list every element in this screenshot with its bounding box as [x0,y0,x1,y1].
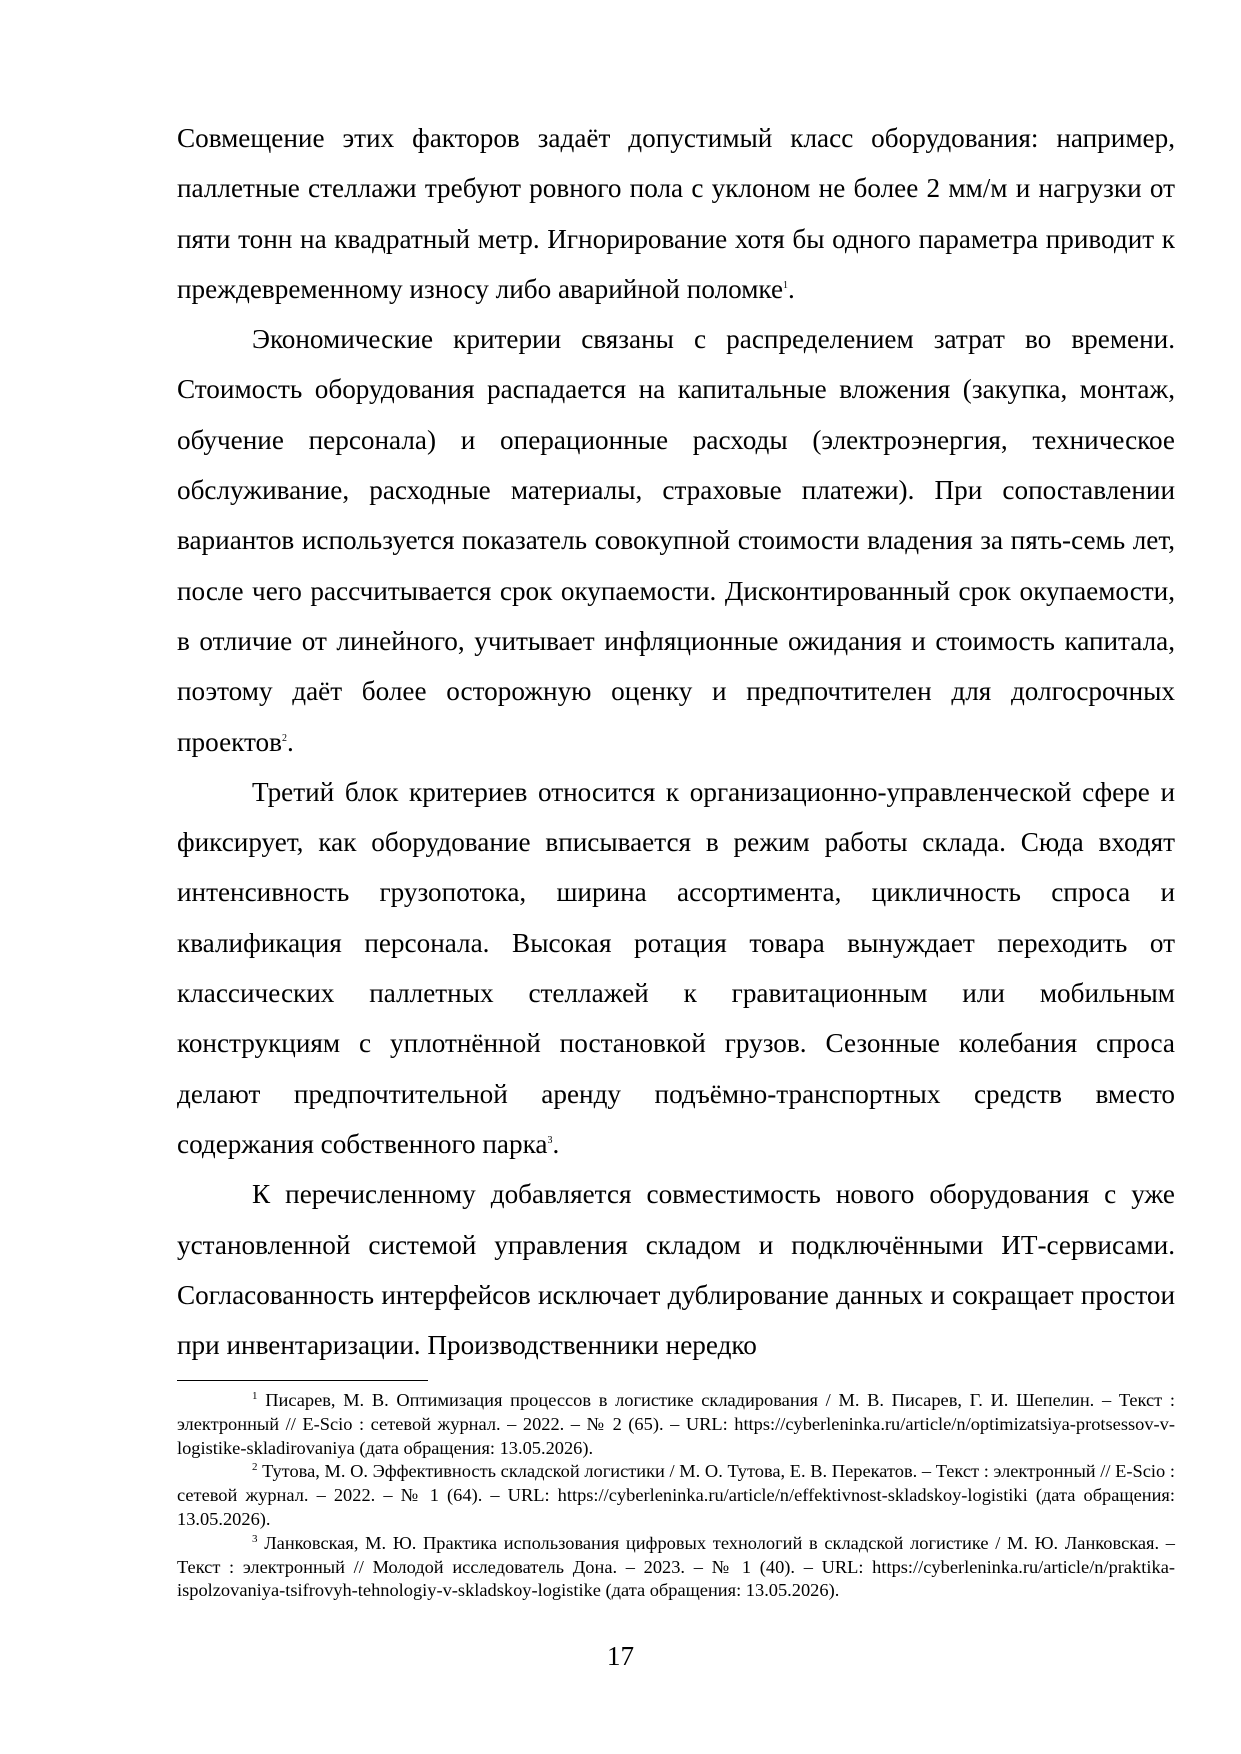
footnote-text: Писарев, М. В. Оптимизация процессов в логистике складирования / М. В. Писарев, Г. И. Шепелин. – Текст : электронный // E-Scio : сетевой журнал. – 2022. – № 2 (65). – URL: https://cyberleninka.ru/article/n/optimizatsiya-protsessov-v-logistike-skladirovaniya (дата обращения: 13.05.2026). [177,1390,1175,1458]
footnote-ref-1[interactable]: 1 [783,279,789,291]
paragraph-1 [177,113,1175,314]
paragraph-4 [177,1169,1175,1370]
paragraph-tail: . [788,273,795,304]
footnote-3 [177,1532,1175,1603]
footnote-1 [177,1389,1175,1460]
footnote-separator [177,1380,428,1381]
footnotes [177,1389,1175,1603]
paragraph-text: К перечисленному добавляется совместимость нового оборудования с уже установленной системой управления складом и подключёнными ИТ-сервисами. Согласованность интерфейсов исключает дублирование данных и сокращает простои при инвентаризации. Производственники нередко [177,1179,1175,1361]
paragraph-text: Третий блок критериев относится к организационно-управленческой сфере и фиксирует, как оборудование вписывается в режим работы склада. Сюда входят интенсивность грузопотока, ширина ассортимента, цикличность спроса и квалификация персонала. Высокая ротация товара вынуждает переходить от классических паллетных стеллажей к гравитационным или мобильным конструкциям с уплотнённой постановкой грузов. Сезонные колебания спроса делают предпочтительной аренду подъёмно-транспортных средств вместо содержания собственного парка [177,776,1175,1159]
page-number: 17 [606,1641,635,1671]
body-text [177,113,1175,1370]
footnote-2 [177,1460,1175,1531]
footnote-number: 1 [252,1390,258,1402]
paragraph-text: Экономические критерии связаны с распределением затрат во времени. Стоимость оборудования распадается на капитальные вложения (закупка, монтаж, обучение персонала) и операционные расходы (электроэнергия, техническое обслуживание, расходные материалы, страховые платежи). При сопоставлении вариантов используется показатель совокупной стоимости владения за пять-семь лет, после чего рассчитывается срок окупаемости. Дисконтированный срок окупаемости, в отличие от линейного, учитывает инфляционные ожидания и стоимость капитала, поэтому даёт более осторожную оценку и предпочтителен для долгосрочных проектов [177,324,1175,757]
paragraph-text: Совмещение этих факторов задаёт допустимый класс оборудования: например, паллетные стеллажи требуют ровного пола с уклоном не более 2 мм/м и нагрузки от пяти тонн на квадратный метр. Игнорирование хотя бы одного параметра приводит к преждевременному износу либо аварийной поломке [177,123,1175,304]
footnote-ref-3[interactable]: 3 [547,1134,553,1146]
paragraph-3 [177,767,1175,1169]
footnote-number: 2 [252,1461,258,1474]
footnote-number: 3 [252,1532,258,1545]
footnote-ref-2[interactable]: 2 [281,732,287,744]
footnote-text: Тутова, М. О. Эффективность складской логистики / М. О. Тутова, Е. В. Перекатов. – Текст : электронный // E-Scio : сетевой журнал. – 2022. – № 1 (64). – URL: https://cyberleninka.ru/article/n/effektivnost-skladskoy-logistiki (дата обращения: 13.05.2026). [177,1461,1175,1529]
paragraph-tail: . [286,726,294,757]
footnote-text: Ланковская, М. Ю. Практика использования цифровых технологий в складской логистике / М. Ю. Ланковская. – Текст : электронный // Молодой исследователь Дона. – 2023. – № 1 (40). – URL: https://cyberleninka.ru/article/n/praktika-ispolzovaniya-tsifrovyh-tehnologiy-v-skladskoy-logistike (дата обращения: 13.05.2026). [177,1532,1175,1601]
paragraph-2 [177,314,1175,767]
paragraph-tail: . [552,1128,560,1159]
